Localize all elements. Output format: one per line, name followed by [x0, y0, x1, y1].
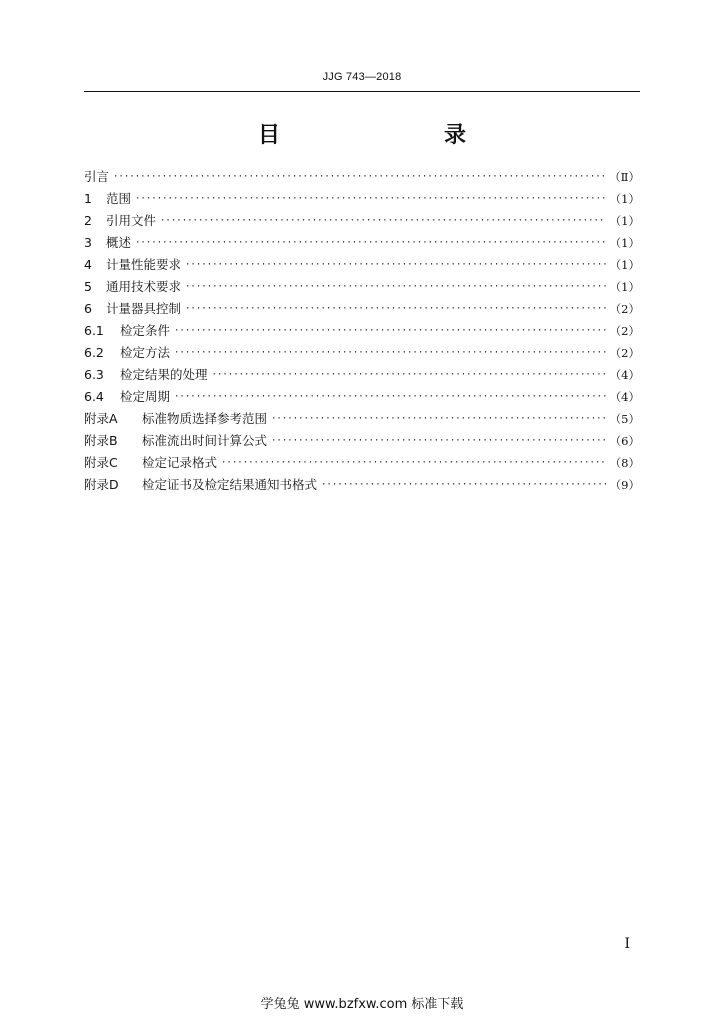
toc-entry-number: 6.4 — [84, 389, 104, 404]
toc-entry-page: （6） — [609, 434, 640, 448]
footer-watermark: 学兔兔 www.bzfxw.com 标准下载 — [260, 997, 464, 1012]
toc-leader-dots — [174, 386, 606, 408]
toc-leader-dots — [174, 320, 606, 342]
toc-entry-page: （4） — [609, 368, 640, 382]
toc-entry-label: 通用技术要求 — [106, 279, 182, 294]
toc-entry-label: 标准流出时间计算公式 — [142, 433, 268, 448]
toc-entry-page: （1） — [609, 258, 640, 272]
toc-entry-label: 检定条件 — [120, 323, 171, 338]
toc-entry-label: 计量性能要求 — [106, 257, 182, 272]
toc-leader-dots — [221, 452, 606, 474]
toc-entry-number: 1 — [84, 191, 92, 206]
toc-entry-page: （2） — [609, 346, 640, 360]
toc-entry[interactable] — [84, 276, 640, 298]
toc-entry-page: （1） — [609, 280, 640, 294]
toc-entry-page: （2） — [609, 302, 640, 316]
toc-leader-dots — [271, 430, 606, 452]
toc-leader-dots — [135, 232, 606, 254]
toc-entry-number: 6.3 — [84, 367, 104, 382]
toc-entry-label: 检定方法 — [120, 345, 171, 360]
toc-entry[interactable] — [84, 364, 640, 386]
toc-leader-dots — [113, 166, 605, 188]
toc-leader-dots — [185, 298, 606, 320]
toc-entry-number: 2 — [84, 213, 92, 228]
toc-leader-dots — [185, 276, 606, 298]
toc-entry[interactable] — [84, 188, 640, 210]
toc-entry-number: 6.1 — [84, 323, 104, 338]
table-of-contents — [84, 166, 640, 496]
header-divider — [84, 91, 640, 92]
toc-entry-number: 3 — [84, 235, 92, 250]
toc-entry-page: （9） — [609, 478, 640, 492]
toc-entry-page: （2） — [609, 324, 640, 338]
toc-entry[interactable] — [84, 430, 640, 452]
toc-entry-label: 检定记录格式 — [142, 455, 218, 470]
toc-leader-dots — [174, 342, 606, 364]
toc-entry-label: 计量器具控制 — [106, 301, 182, 316]
toc-entry-label: 标准物质选择参考范围 — [142, 411, 268, 426]
toc-entry[interactable] — [84, 320, 640, 342]
toc-entry-number: 5 — [84, 279, 92, 294]
toc-entry-label: 检定周期 — [120, 389, 171, 404]
toc-leader-dots — [185, 254, 606, 276]
toc-entry[interactable] — [84, 298, 640, 320]
toc-entry-number: 附录B — [84, 433, 118, 448]
toc-entry-label: 引用文件 — [106, 213, 157, 228]
toc-entry[interactable] — [84, 452, 640, 474]
toc-entry-page: （Ⅱ） — [609, 170, 640, 184]
toc-entry-number: 附录C — [84, 455, 118, 470]
toc-entry[interactable] — [84, 342, 640, 364]
toc-entry-number: 4 — [84, 257, 92, 272]
toc-entry-page: （1） — [609, 192, 640, 206]
toc-entry-page: （5） — [609, 412, 640, 426]
toc-entry-number: 附录A — [84, 411, 118, 426]
toc-entry[interactable] — [84, 474, 640, 496]
toc-entry-number: 附录D — [84, 477, 119, 492]
toc-leader-dots — [321, 474, 606, 496]
toc-entry-label: 检定证书及检定结果通知书格式 — [142, 477, 318, 492]
toc-entry-page: （8） — [609, 456, 640, 470]
toc-leader-dots — [160, 210, 606, 232]
page-number: I — [624, 936, 630, 952]
toc-entry-label: 概述 — [106, 235, 132, 250]
page-title: 目 录 — [257, 123, 506, 148]
toc-entry-page: （4） — [609, 390, 640, 404]
toc-entry-label: 引言 — [84, 169, 110, 184]
toc-entry[interactable] — [84, 210, 640, 232]
toc-entry[interactable] — [84, 254, 640, 276]
toc-leader-dots — [135, 188, 606, 210]
toc-entry-label: 检定结果的处理 — [120, 367, 208, 382]
toc-leader-dots — [271, 408, 606, 430]
toc-entry-number: 6 — [84, 301, 92, 316]
toc-entry[interactable] — [84, 232, 640, 254]
toc-entry-page: （1） — [609, 236, 640, 250]
toc-leader-dots — [212, 364, 606, 386]
toc-entry-number: 6.2 — [84, 345, 104, 360]
toc-entry-label: 范围 — [106, 191, 132, 206]
toc-entry[interactable] — [84, 166, 640, 188]
toc-entry[interactable] — [84, 408, 640, 430]
toc-entry[interactable] — [84, 386, 640, 408]
standard-code: JJG 743—2018 — [322, 71, 402, 83]
toc-entry-page: （1） — [609, 214, 640, 228]
